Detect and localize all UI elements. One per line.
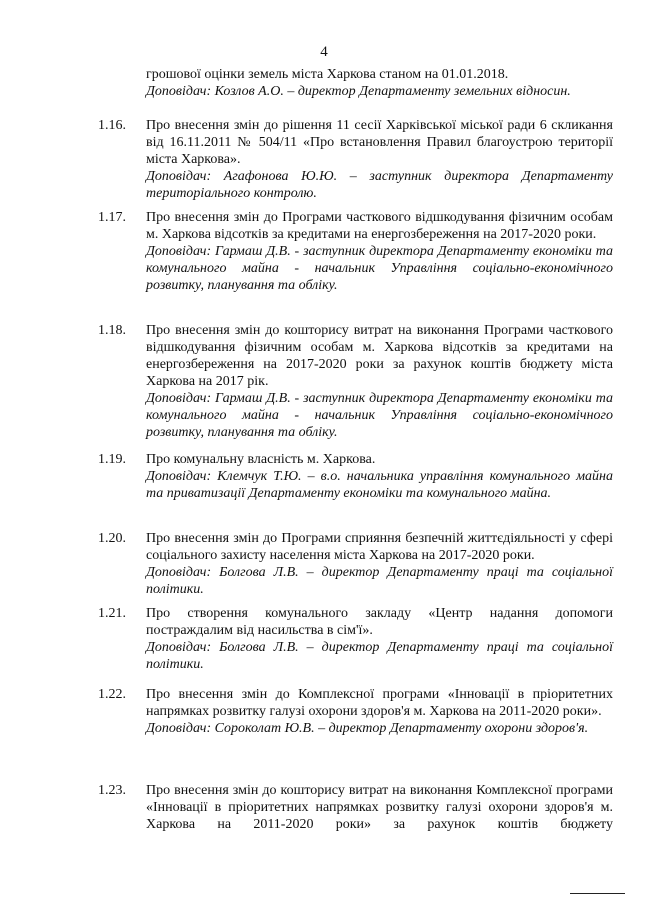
item-number: 1.19. bbox=[98, 452, 126, 467]
item-title: Про створення комунального закладу «Центр надання допомоги постраждалим від насильства в сім'ї». bbox=[146, 606, 613, 638]
item-number: 1.16. bbox=[98, 118, 126, 133]
item-number: 1.18. bbox=[98, 323, 126, 338]
agenda-item bbox=[146, 605, 613, 673]
item-title: Про внесення змін до Програми часткового відшкодування фізичним особам м. Харкова відсотків за кредитами на енергозбереження на 2017-2020 роки. bbox=[146, 210, 613, 242]
item-title: Про внесення змін до рішення 11 сесії Харківської міської ради 6 скликання від 16.11.2011 № 504/11 «Про встановлення Правил благоустрою території міста Харкова». bbox=[146, 118, 613, 167]
agenda-item bbox=[146, 530, 613, 598]
item-number: 1.20. bbox=[98, 531, 126, 546]
item-title: Про внесення змін до Комплексної програми «Інновації в пріоритетних напрямках розвитку галузі охорони здоров'я м. Харкова на 2011-2020 роки». bbox=[146, 687, 613, 719]
item-speaker: Доповідач: Болгова Л.В. – директор Департаменту праці та соціальної політики. bbox=[146, 640, 613, 672]
item-title: Про внесення змін до кошторису витрат на виконання Програми часткового відшкодування фізичним особам м. Харкова відсотків за кредитами на енергозбереження на 2017-2020 роки за рахунок коштів бюджету міста Харкова на 2017 рік. bbox=[146, 323, 613, 389]
intro-text: грошової оцінки земель міста Харкова станом на 01.01.2018. bbox=[146, 67, 509, 82]
item-speaker: Доповідач: Клемчук Т.Ю. – в.о. начальника управління комунального майна та приватизації Департаменту економіки та комунального майна. bbox=[146, 469, 613, 501]
item-title: Про внесення змін до кошторису витрат на виконання Комплексної програми «Інновації в пріоритетних напрямках розвитку галузі охорони здоров'я м. Харкова на 2011-2020 роки» за рахунок коштів бюджету bbox=[146, 783, 613, 832]
item-number: 1.21. bbox=[98, 606, 126, 621]
item-speaker: Доповідач: Агафонова Ю.Ю. – заступник директора Департаменту територіального контролю. bbox=[146, 169, 613, 201]
agenda-item bbox=[146, 117, 613, 202]
intro-block bbox=[146, 66, 613, 100]
agenda-item bbox=[146, 782, 613, 850]
page-number: 4 bbox=[320, 44, 328, 60]
intro-speaker: Доповідач: Козлов А.О. – директор Департаменту земельних відносин. bbox=[146, 84, 571, 99]
item-speaker: Доповідач: Гармаш Д.В. - заступник директора Департаменту економіки та комунального майна - начальник Управління соціально-економічного розвитку, планування та обліку. bbox=[146, 244, 613, 293]
item-number: 1.17. bbox=[98, 210, 126, 225]
agenda-item bbox=[146, 451, 613, 502]
item-number: 1.23. bbox=[98, 783, 126, 798]
footer-divider bbox=[570, 893, 625, 894]
agenda-item bbox=[146, 209, 613, 294]
item-title: Про комунальну власність м. Харкова. bbox=[146, 452, 376, 467]
item-speaker: Доповідач: Болгова Л.В. – директор Департаменту праці та соціальної політики. bbox=[146, 565, 613, 597]
item-title: Про внесення змін до Програми сприяння безпечній життєдіяльності у сфері соціального захисту населення міста Харкова на 2017-2020 роки. bbox=[146, 531, 613, 563]
agenda-item bbox=[146, 322, 613, 441]
item-number: 1.22. bbox=[98, 687, 126, 702]
agenda-item bbox=[146, 686, 613, 737]
item-speaker: Доповідач: Сороколат Ю.В. – директор Департаменту охорони здоров'я. bbox=[146, 721, 589, 736]
item-speaker: Доповідач: Гармаш Д.В. - заступник директора Департаменту економіки та комунального майна - начальник Управління соціально-економічного розвитку, планування та обліку. bbox=[146, 391, 613, 440]
